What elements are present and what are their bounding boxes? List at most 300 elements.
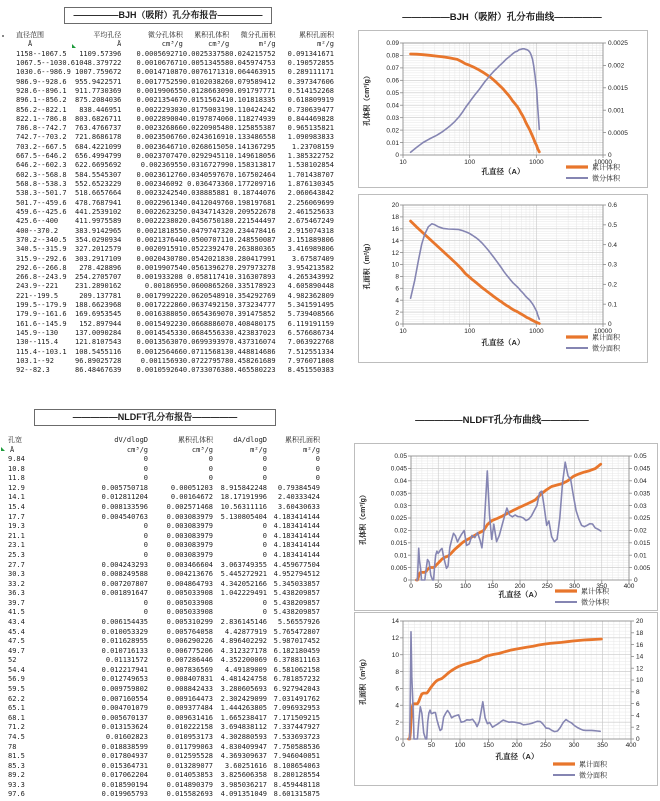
header-row bbox=[16, 31, 334, 40]
table-cell: 0 bbox=[262, 474, 267, 483]
table-row bbox=[8, 723, 320, 733]
table-cell: 0 bbox=[262, 608, 267, 617]
table-cell: 5.739408566 bbox=[287, 310, 334, 319]
table-cell: 0.010053329 bbox=[101, 627, 148, 636]
table-cell: 742.7--703.2 bbox=[16, 133, 67, 142]
nldft-volume-chart bbox=[355, 444, 657, 610]
table-cell: 0.007207807 bbox=[101, 579, 148, 588]
right-axis-tick: 0.045 bbox=[634, 465, 651, 473]
table-cell: 0.015364731 bbox=[101, 761, 148, 770]
table-cell: 584.5545307 bbox=[75, 170, 122, 179]
table-cell: 27.7 bbox=[8, 560, 25, 569]
table-cell: 12.9 bbox=[8, 483, 25, 492]
table-cell: 47.5 bbox=[8, 637, 25, 646]
table-cell: 0.073307638 bbox=[182, 366, 230, 374]
table-cell: 121.8107543 bbox=[75, 338, 122, 347]
table-cell: 0.289111171 bbox=[287, 68, 334, 77]
table-cell: 0.002326866 bbox=[136, 124, 183, 133]
right-axis-tick: 0.2 bbox=[608, 281, 618, 289]
table-cell: 0.009164473 bbox=[166, 694, 213, 703]
table-cell: 188.6623968 bbox=[75, 301, 122, 310]
table-cell: 1030.6--986.9 bbox=[16, 68, 71, 77]
table-cell: 65.1 bbox=[8, 704, 25, 713]
table-row bbox=[16, 310, 334, 319]
table-cell: 0.004701079 bbox=[101, 704, 148, 713]
table-cell: 0.011799063 bbox=[166, 742, 213, 751]
table-cell: 0.03647336 bbox=[187, 180, 230, 188]
table-cell: 152.897944 bbox=[79, 319, 122, 328]
nldft-curves-title: —————NLDFT孔分布曲线————— bbox=[415, 415, 589, 426]
table-cell: 6.781857232 bbox=[273, 675, 320, 684]
left-axis-tick: 8 bbox=[395, 273, 399, 281]
table-cell: 0.354292769 bbox=[229, 291, 276, 300]
table-row bbox=[16, 152, 334, 161]
table-cell: 0.118274939 bbox=[229, 114, 276, 123]
table-cell: 0.001799222 bbox=[136, 291, 183, 300]
table-cell: 5.130805404 bbox=[220, 512, 267, 521]
table-cell: 1.538102854 bbox=[287, 161, 334, 170]
table-cell: 71.2 bbox=[8, 723, 25, 732]
table-row bbox=[16, 50, 334, 59]
left-axis-tick: 0.07 bbox=[386, 65, 399, 73]
table-cell: 137.0090284 bbox=[75, 329, 122, 337]
table-cell: 0.002135467 bbox=[136, 96, 183, 105]
table-cell: 0.004243293 bbox=[101, 560, 148, 569]
table-row bbox=[16, 348, 334, 357]
table-cell: 0.012811204 bbox=[101, 493, 148, 502]
table-row bbox=[8, 493, 320, 503]
table-cell: 56.9 bbox=[8, 675, 25, 684]
x-axis-title: 孔直径（A） bbox=[481, 167, 525, 176]
left-axis-tick: 12 bbox=[391, 635, 399, 643]
table-cell: 292.6--266.8 bbox=[16, 263, 67, 272]
table-cell: 0.072279578 bbox=[182, 356, 230, 365]
table-cell: 54.4 bbox=[8, 665, 25, 674]
x-axis-tick: 250 bbox=[541, 583, 553, 590]
table-cell: 209.137781 bbox=[79, 291, 122, 300]
table-cell: 602.3--568.8 bbox=[16, 170, 67, 179]
right-axis-tick: 0.5 bbox=[608, 222, 618, 230]
table-row bbox=[8, 608, 320, 618]
table-row bbox=[8, 455, 320, 465]
y-axis-title: 孔体积（cm³/g） bbox=[364, 72, 371, 126]
table-cell: 6.576686734 bbox=[287, 329, 334, 337]
table-cell: 0.068455633 bbox=[182, 329, 230, 337]
table-cell: 0.008842433 bbox=[166, 685, 213, 694]
table-cell: 17.7 bbox=[8, 512, 25, 521]
table-cell: 1007.759672 bbox=[75, 68, 122, 77]
table-cell: 0.079589412 bbox=[229, 77, 276, 86]
table-cell: 5.56557926 bbox=[277, 617, 320, 626]
right-axis-tick: 0.002 bbox=[608, 62, 625, 70]
bjh-area-chart bbox=[359, 195, 647, 362]
table-cell: 0.141367295 bbox=[229, 142, 276, 151]
right-axis-tick: 0.05 bbox=[634, 453, 647, 461]
table-cell: 0.006290226 bbox=[166, 637, 213, 646]
table-cell: 0.002137644 bbox=[136, 235, 183, 244]
table-row bbox=[8, 762, 320, 772]
left-axis-tick: 0.08 bbox=[386, 52, 399, 60]
table-cell: 0.010222158 bbox=[166, 723, 213, 732]
x-axis-tick: 300 bbox=[569, 583, 580, 590]
table-cell: 96.89025728 bbox=[75, 356, 122, 365]
table-cell: cm³/g bbox=[126, 445, 148, 454]
y-axis-title: 孔面积（m²/g） bbox=[360, 655, 367, 705]
table-cell: 0.004540763 bbox=[101, 512, 148, 521]
table-cell: 7.096932953 bbox=[273, 704, 320, 713]
table-row bbox=[16, 208, 334, 217]
table-cell: 552.6523229 bbox=[75, 180, 122, 188]
table-cell: 0.071156813 bbox=[182, 347, 230, 356]
table-cell: 92--82.3 bbox=[16, 366, 50, 374]
table-cell: 911.7730369 bbox=[75, 86, 122, 95]
table-cell: 0.001454533 bbox=[136, 329, 183, 337]
table-cell: 0 bbox=[262, 531, 267, 540]
table-cell: 3.063749355 bbox=[220, 560, 267, 569]
units-row bbox=[16, 40, 334, 49]
table-cell: 0.001891647 bbox=[101, 589, 148, 598]
table-cell: 199.5--179.9 bbox=[16, 301, 67, 310]
table-cell: 微分孔体积 bbox=[147, 31, 183, 39]
table-cell: 0.052239247 bbox=[182, 245, 230, 254]
right-axis-tick: 4 bbox=[636, 712, 640, 720]
left-axis-tick: 10 bbox=[391, 261, 399, 269]
right-axis-tick: 2 bbox=[636, 724, 640, 732]
x-axis-tick: 250 bbox=[540, 742, 551, 749]
table-cell: 0.041204976 bbox=[182, 198, 230, 207]
table-cell: 763.4766737 bbox=[75, 124, 122, 133]
table-cell: 52 bbox=[8, 656, 17, 665]
table-cell: 340.5--315.9 bbox=[16, 245, 67, 254]
table-cell: 0.79384549 bbox=[277, 483, 320, 492]
left-axis-tick: 0.05 bbox=[394, 453, 407, 461]
left-axis-tick: 0.06 bbox=[386, 77, 399, 85]
table-cell: 986.9--928.6 bbox=[16, 77, 67, 86]
x-axis-tick: 1000 bbox=[529, 328, 544, 335]
legend-label: 微分体积 bbox=[592, 175, 620, 183]
table-cell: 0.065436907 bbox=[182, 310, 230, 319]
table-cell: 1.042229491 bbox=[220, 589, 267, 598]
table-cell: 33.2 bbox=[8, 579, 25, 588]
table-cell: Å bbox=[117, 40, 122, 49]
table-cell: 6.182180459 bbox=[273, 646, 320, 655]
table-cell: 0.003083979 bbox=[166, 550, 213, 559]
table-cell: 684.4221099 bbox=[75, 142, 122, 151]
table-cell: cm³/g bbox=[208, 40, 230, 49]
table-cell: 0 bbox=[315, 464, 320, 473]
table-cell: 115.4--103.1 bbox=[16, 347, 67, 356]
bjh-table-head bbox=[16, 31, 334, 50]
x-axis-tick: 150 bbox=[487, 583, 499, 590]
table-cell: 354.0290934 bbox=[75, 235, 122, 244]
table-cell: 0 bbox=[208, 455, 213, 464]
table-row bbox=[16, 161, 334, 170]
table-cell: 0.005670137 bbox=[101, 713, 148, 722]
table-cell: 0.001990754 bbox=[136, 263, 183, 272]
table-cell: 411.9975589 bbox=[75, 217, 122, 226]
table-cell: 0.019787406 bbox=[182, 114, 230, 123]
table-cell: 0.009377484 bbox=[166, 704, 213, 713]
units-row bbox=[8, 446, 320, 456]
table-row bbox=[16, 245, 334, 254]
table-row bbox=[8, 771, 320, 781]
table-cell: 0.001722286 bbox=[136, 301, 183, 310]
table-cell: 0.002346092 bbox=[136, 180, 183, 188]
table-cell: 0.618809919 bbox=[287, 96, 334, 105]
table-cell: 0.209522678 bbox=[229, 207, 276, 216]
table-cell: 161.6--145.9 bbox=[16, 319, 67, 328]
x-axis-tick: 350 bbox=[596, 583, 608, 590]
table-row bbox=[8, 704, 320, 714]
right-axis-tick: 10 bbox=[636, 677, 644, 685]
table-row bbox=[8, 541, 320, 551]
table-row bbox=[16, 320, 334, 329]
table-cell: 0.060086526 bbox=[182, 282, 230, 291]
table-cell: 0.001933208 bbox=[136, 273, 183, 282]
left-axis-tick: 0.02 bbox=[394, 527, 407, 535]
table-cell: 646.2--602.3 bbox=[16, 161, 67, 170]
table-cell: 0.050070711 bbox=[182, 235, 230, 244]
left-axis-tick: 0 bbox=[395, 152, 399, 160]
table-row bbox=[8, 666, 320, 676]
table-cell: 74.5 bbox=[8, 732, 25, 741]
table-cell: 7.063922768 bbox=[287, 338, 334, 347]
table-row bbox=[8, 474, 320, 484]
left-axis-tick: 6 bbox=[395, 685, 399, 693]
nldft-report-section bbox=[8, 436, 324, 801]
table-cell: 0.017500319 bbox=[182, 105, 230, 114]
table-cell: 2.256069699 bbox=[287, 198, 334, 207]
table-row bbox=[8, 685, 320, 695]
x-axis-tick: 1000 bbox=[529, 159, 544, 166]
table-cell: 59.5 bbox=[8, 685, 25, 694]
table-cell: 2.836145146 bbox=[220, 617, 267, 626]
table-cell: 3.67587409 bbox=[291, 254, 334, 263]
table-cell: 0 bbox=[143, 550, 148, 559]
left-axis-tick: 0.02 bbox=[386, 127, 399, 135]
table-row bbox=[16, 68, 334, 77]
table-cell: 0.014053853 bbox=[166, 771, 213, 780]
table-cell: 2.675467249 bbox=[287, 217, 334, 226]
table-cell: 145.9--130 bbox=[16, 329, 59, 337]
comment-marker bbox=[1, 447, 5, 451]
left-axis-tick: 20 bbox=[391, 202, 399, 210]
table-cell: 0.015582693 bbox=[166, 790, 213, 799]
table-cell: 0.002262325 bbox=[136, 207, 183, 216]
table-cell: 6.119191159 bbox=[287, 319, 334, 328]
legend-label: 累计体积 bbox=[592, 164, 620, 172]
x-axis-tick: 100 bbox=[454, 742, 466, 749]
table-cell: 4.302880593 bbox=[220, 732, 267, 741]
table-row bbox=[16, 189, 334, 198]
table-cell: 0.002296134 bbox=[136, 198, 183, 207]
table-cell: 103.1--92 bbox=[16, 356, 54, 365]
right-axis-tick: 0.0015 bbox=[608, 85, 628, 92]
table-row bbox=[8, 790, 320, 800]
table-cell: 41.5 bbox=[8, 608, 25, 617]
table-cell: 21.1 bbox=[8, 531, 25, 540]
table-cell: 0 bbox=[143, 522, 148, 531]
table-row bbox=[8, 503, 320, 513]
left-axis-tick: 0.03 bbox=[386, 114, 399, 122]
table-cell: 微分孔面积 bbox=[240, 31, 276, 39]
table-row bbox=[8, 743, 320, 753]
table-cell: 4.183414144 bbox=[273, 512, 320, 521]
table-cell: 0.002223802 bbox=[136, 217, 183, 226]
left-axis-tick: 0.025 bbox=[390, 515, 407, 523]
table-cell: 0.001638805 bbox=[136, 310, 183, 319]
table-cell: 7.533693723 bbox=[273, 732, 320, 741]
table-row bbox=[8, 465, 320, 475]
table-cell: 0.000569271 bbox=[136, 49, 183, 58]
table-cell: 4.49189009 bbox=[224, 665, 267, 674]
table-cell: 3.416989806 bbox=[287, 245, 334, 254]
right-axis-tick: 0.01 bbox=[634, 552, 647, 560]
left-axis-tick: 0.01 bbox=[386, 139, 399, 147]
table-cell: 0.001059264 bbox=[136, 366, 183, 374]
table-cell: 0.005033908 bbox=[166, 608, 213, 617]
nldft-table-body bbox=[8, 455, 320, 800]
x-axis-title: 孔直径（A） bbox=[481, 338, 525, 347]
table-cell: 0.064463915 bbox=[229, 68, 276, 77]
table-cell: 0 bbox=[262, 541, 267, 550]
table-cell: 0.043471432 bbox=[182, 207, 230, 216]
table-cell: 累积孔体积 bbox=[178, 436, 213, 444]
table-cell: 0.012866309 bbox=[182, 86, 230, 95]
table-cell: 0.007160554 bbox=[101, 694, 148, 703]
table-cell: 30.3 bbox=[8, 570, 25, 579]
table-cell: 0.158313817 bbox=[229, 161, 276, 170]
table-cell: 23.1 bbox=[8, 541, 25, 550]
table-cell: 1.444263805 bbox=[220, 704, 267, 713]
table-row bbox=[8, 561, 320, 571]
table-cell: 8.451550383 bbox=[287, 366, 334, 374]
right-axis-tick: 12 bbox=[636, 665, 644, 673]
table-cell: 2.060643842 bbox=[287, 189, 334, 198]
table-cell: 0.008133596 bbox=[101, 503, 148, 512]
table-cell: 1109.57396 bbox=[79, 49, 122, 58]
table-cell: 0.034059767 bbox=[182, 170, 230, 179]
table-cell: 8.280128554 bbox=[273, 771, 320, 780]
table-cell: 0.234478416 bbox=[229, 226, 276, 235]
table-cell: 0.069939397 bbox=[182, 338, 230, 347]
table-cell: 0.397347606 bbox=[287, 77, 334, 86]
table-cell: 0.005310299 bbox=[166, 617, 213, 626]
table-cell: 0 bbox=[262, 464, 267, 473]
table-cell: 9.84 bbox=[8, 455, 25, 464]
table-cell: 4.982362809 bbox=[287, 291, 334, 300]
x-axis-tick: 100 bbox=[460, 583, 471, 590]
table-cell: 0.017804937 bbox=[101, 752, 148, 761]
table-row bbox=[16, 255, 334, 264]
table-cell: 0.002324254 bbox=[136, 189, 183, 198]
y-axis-title: 孔面积（m²/g） bbox=[364, 239, 371, 290]
table-cell: 4.481424758 bbox=[220, 675, 267, 684]
table-cell: 0.125855387 bbox=[229, 124, 276, 133]
table-cell: 7.031491762 bbox=[273, 694, 320, 703]
table-cell: 0 bbox=[143, 455, 148, 464]
table-cell: 400--370.2 bbox=[16, 226, 59, 235]
table-cell: 0.316307893 bbox=[229, 273, 276, 282]
table-cell: 568.8--538.3 bbox=[16, 180, 67, 188]
table-row bbox=[8, 570, 320, 580]
table-cell: 0.280417991 bbox=[229, 254, 276, 263]
table-cell: 1.876130345 bbox=[287, 180, 334, 188]
y-axis-title: 孔体积（cm³/g） bbox=[360, 491, 367, 545]
table-cell: 累积孔面积 bbox=[299, 31, 334, 39]
table-cell: 4.605890448 bbox=[287, 282, 334, 291]
table-cell: 0.018590194 bbox=[101, 780, 148, 789]
table-cell: 303.2917109 bbox=[75, 254, 122, 263]
table-cell: 93.3 bbox=[8, 780, 25, 789]
legend-label: 微分面积 bbox=[592, 345, 620, 353]
x-axis-tick: 350 bbox=[597, 742, 608, 749]
table-cell: 4.42877919 bbox=[224, 627, 267, 636]
bjh-report-title: —————BJH（吸附）孔分布报告————— bbox=[64, 7, 272, 24]
bjh-area-chart-frame bbox=[358, 194, 648, 363]
legend-label: 累计面积 bbox=[592, 334, 620, 342]
header-row bbox=[8, 436, 320, 446]
table-cell: 0.003083979 bbox=[166, 512, 213, 521]
table-cell: 0.002181855 bbox=[136, 226, 183, 235]
table-cell: 0.005033908 bbox=[166, 598, 213, 607]
table-cell: 4.952794512 bbox=[273, 570, 320, 579]
table-cell: 2.461525633 bbox=[287, 207, 334, 216]
series-微分体积 bbox=[416, 462, 600, 580]
table-row bbox=[16, 78, 334, 87]
left-axis-tick: 4 bbox=[395, 702, 399, 710]
table-cell: 0.022090548 bbox=[182, 124, 230, 133]
table-cell: 0.012217941 bbox=[101, 665, 148, 674]
legend-label: 累计面积 bbox=[579, 761, 607, 769]
right-axis-tick: 14 bbox=[636, 653, 644, 661]
left-axis-tick: 0.015 bbox=[390, 540, 407, 547]
table-cell: 327.2012579 bbox=[75, 245, 122, 254]
table-cell: 81.5 bbox=[8, 752, 25, 761]
table-cell: 19.3 bbox=[8, 522, 25, 531]
table-cell: 8.459448118 bbox=[273, 780, 320, 789]
table-cell: 45.4 bbox=[8, 627, 25, 636]
table-cell: 5.438209857 bbox=[273, 608, 320, 617]
table-cell: 1.665238417 bbox=[220, 713, 267, 722]
table-cell: 0.263880365 bbox=[229, 245, 276, 254]
table-row bbox=[16, 292, 334, 301]
table-cell: 656.4994799 bbox=[75, 152, 122, 161]
table-cell: 68.1 bbox=[8, 713, 25, 722]
table-cell: 518.6657664 bbox=[75, 189, 122, 198]
table-cell: 667.5--646.2 bbox=[16, 152, 67, 161]
left-axis-tick: 0.035 bbox=[390, 490, 407, 498]
table-cell: 0.01602823 bbox=[105, 732, 148, 741]
table-cell: m²/g bbox=[317, 40, 334, 49]
table-cell: 370.2--340.5 bbox=[16, 235, 67, 244]
x-axis-tick: 300 bbox=[568, 742, 580, 749]
table-cell: 4.352200069 bbox=[220, 656, 267, 665]
table-cell: 928.6--896.1 bbox=[16, 86, 67, 95]
table-row bbox=[16, 171, 334, 180]
table-cell: 856.2--822.1 bbox=[16, 105, 67, 114]
table-cell: dV/dlogD bbox=[114, 436, 148, 444]
left-axis-tick: 18 bbox=[391, 214, 399, 222]
right-axis-tick: 8 bbox=[636, 689, 640, 696]
table-cell: 0 bbox=[262, 455, 267, 464]
table-cell: 0.010953173 bbox=[166, 732, 213, 741]
table-row bbox=[16, 264, 334, 273]
right-axis-tick: 0.6 bbox=[608, 202, 618, 210]
table-cell: 0.18744076 bbox=[233, 189, 276, 198]
table-cell: 0.01131572 bbox=[105, 656, 148, 665]
table-cell: 8.915842248 bbox=[220, 483, 267, 492]
